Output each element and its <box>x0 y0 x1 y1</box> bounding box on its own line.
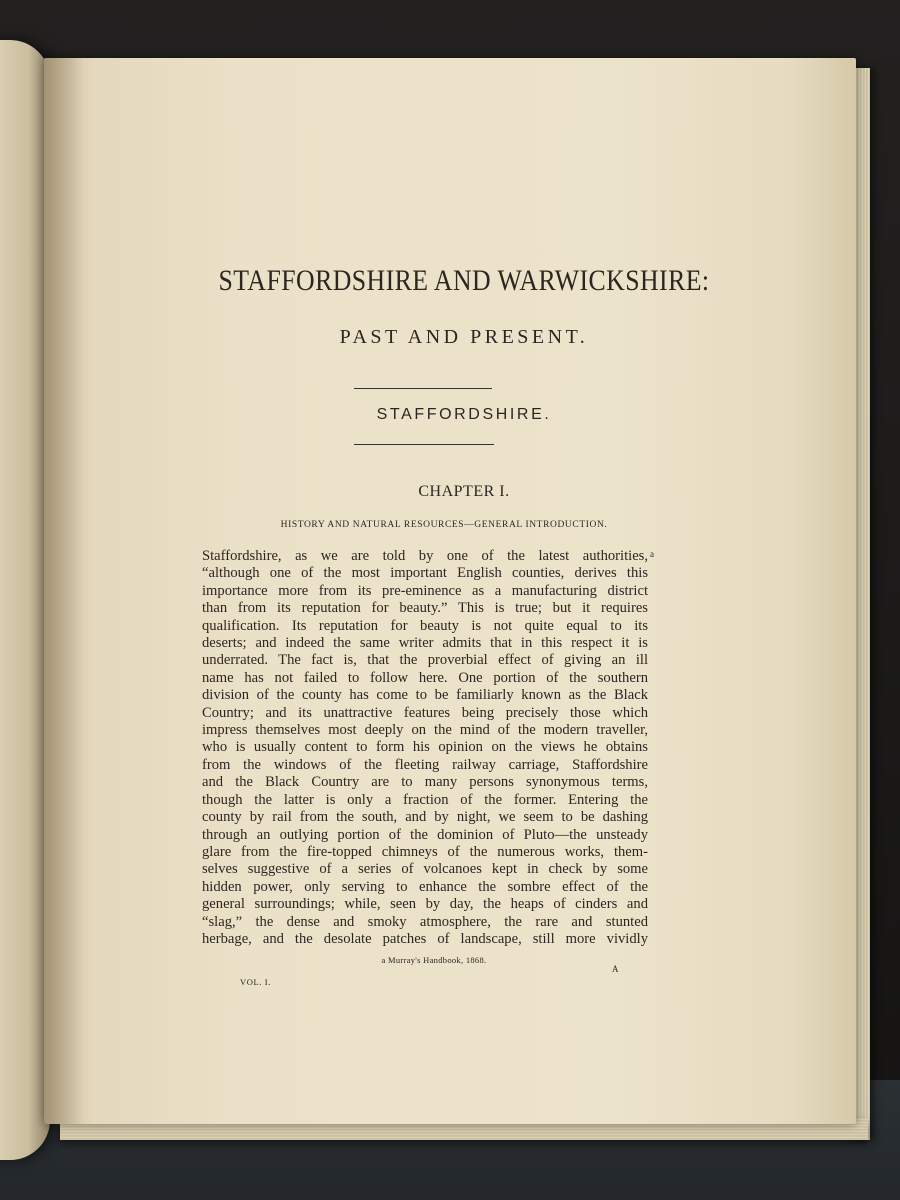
text-line: who is usually content to form his opinion on the views he obtains <box>202 739 648 756</box>
chapter-heading: CHAPTER I. <box>418 483 510 500</box>
text-line: name has not failed to follow here. One portion of the southern <box>202 669 648 686</box>
page-content <box>44 58 856 1124</box>
text-line: importance more from its pre-eminence as a manufacturing district <box>202 582 648 599</box>
text-line: “although one of the most important English counties, derives this <box>202 565 648 582</box>
text-line: hidden power, only serving to enhance the sombre effect of the <box>202 878 648 895</box>
section-title: STAFFORDSHIRE. <box>376 406 552 423</box>
book-title: STAFFORDSHIRE AND WARWICKSHIRE: <box>218 264 710 297</box>
footnote-marker: a <box>650 549 654 559</box>
volume-signature: VOL. I. <box>240 977 271 987</box>
text-line: glare from the fire-topped chimneys of the numerous works, them- <box>202 843 648 860</box>
text-line: impress themselves most deeply on the mind of the modern traveller, <box>202 722 648 739</box>
text-line: through an outlying portion of the dominion of Pluto—the unsteady <box>202 826 648 843</box>
left-page-edge <box>0 40 50 1160</box>
text-line: herbage, and the desolate patches of landscape, still more vividly <box>202 930 648 947</box>
text-line: division of the county has come to be familiarly known as the Black <box>202 687 648 704</box>
text-line: county by rail from the south, and by night, we seem to be dashing <box>202 809 648 826</box>
text-line: from the windows of the fleeting railway carriage, Staffordshire <box>202 756 648 773</box>
gathering-signature: A <box>612 964 619 974</box>
text-line: underrated. The fact is, that the proverbial effect of giving an ill <box>202 652 648 669</box>
text-line: than from its reputation for beauty.” This is true; but it requires <box>202 600 648 617</box>
text-line: general surroundings; while, seen by day, the heaps of cinders and <box>202 896 648 913</box>
footnote: a Murray's Handbook, 1868. <box>381 955 487 965</box>
text-line: selves suggestive of a series of volcanoes kept in check by some <box>202 861 648 878</box>
text-line: Staffordshire, as we are told by one of the latest authorities, <box>202 548 648 564</box>
text-line: qualification. Its reputation for beauty is not quite equal to its <box>202 617 648 634</box>
chapter-subtitle: HISTORY AND NATURAL RESOURCES—GENERAL INTRODUCTION. <box>280 520 608 530</box>
body-paragraph <box>202 548 648 948</box>
divider-rule-top <box>354 388 492 389</box>
text-line: “slag,” the dense and smoky atmosphere, the rare and stunted <box>202 913 648 930</box>
text-line: and the Black Country are to many persons synonymous terms, <box>202 774 648 791</box>
book-page <box>44 58 856 1124</box>
book-subtitle: PAST AND PRESENT. <box>339 326 589 348</box>
divider-rule-bottom <box>354 444 494 445</box>
text-line: deserts; and indeed the same writer admits that in this respect it is <box>202 635 648 652</box>
text-line: though the latter is only a fraction of the former. Entering the <box>202 791 648 808</box>
text-line: Country; and its unattractive features being precisely those which <box>202 704 648 721</box>
